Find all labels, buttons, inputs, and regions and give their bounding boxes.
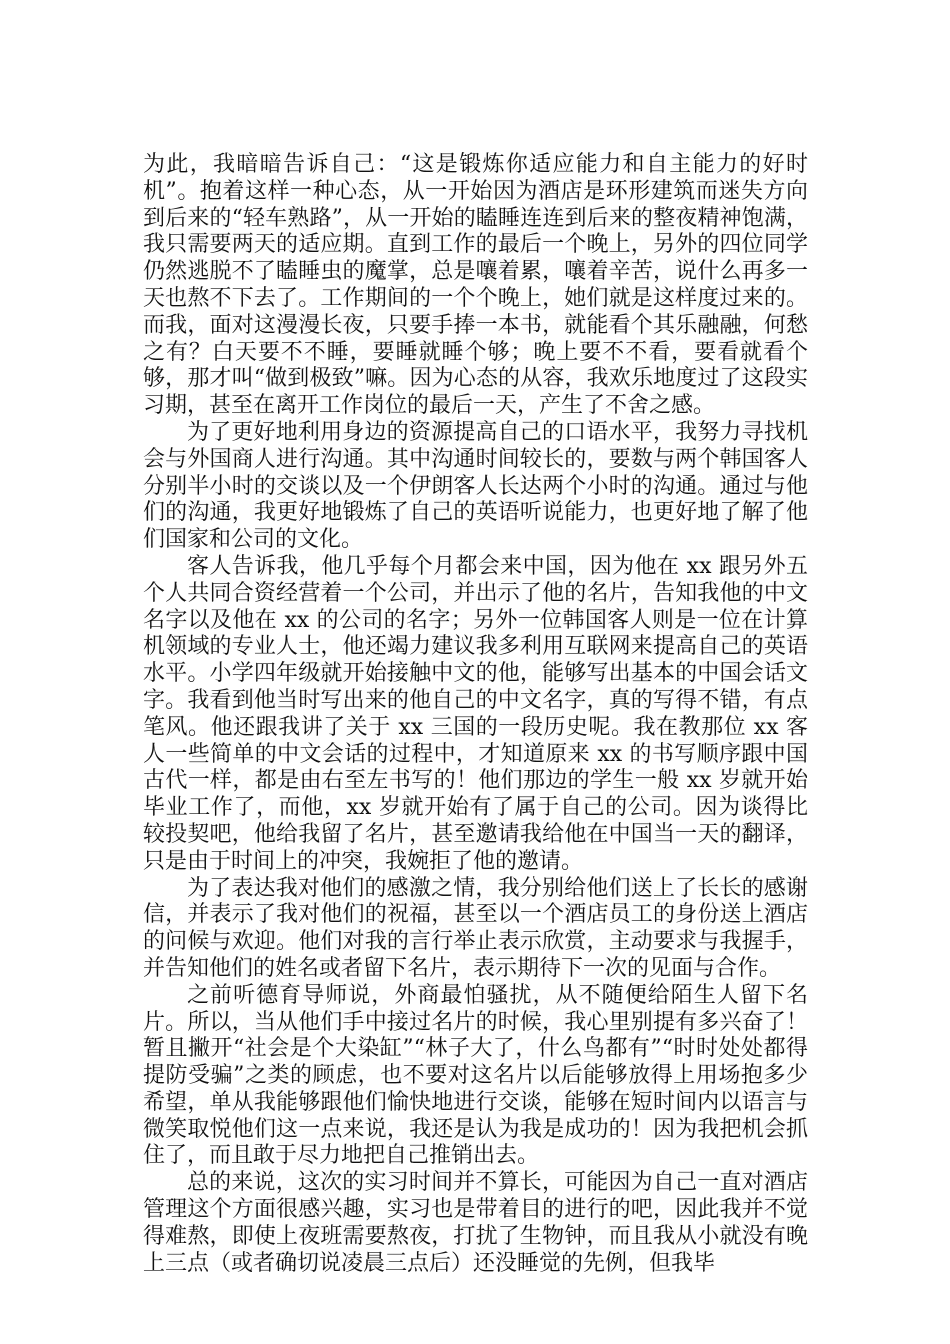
paragraph-3: 客人告诉我，他几乎每个月都会来中国，因为他在 xx 跟另外五个人共同合资经营着一个公司，并出示了他的名片，告知我他的中文名字以及他在 xx 的公司的名字；另外一位韩国客人则是一位在计算机领域的专业人士，他还竭力建议我多利用互联网来提高自己的英语水平。小学四年级就开始接触中文的他，能够写出基本的中国会话文字。我看到他当时写出来的他自己的中文名字，真的写得不错，有点笔风。他还跟我讲了关于 xx 三国的一段历史呢。我在教那位 xx 客人一些简单的中文会话的过程中，才知道原来 xx 的书写顺序跟中国古代一样，都是由右至左书写的！他们那边的学生一般 xx 岁就开始毕业工作了，而他，xx 岁就开始有了属于自己的公司。因为谈得比较投契吧，他给我留了名片，甚至邀请我给他在中国当一天的翻译，只是由于时间上的冲突，我婉拒了他的邀请。 bbox=[143, 553, 808, 874]
paragraph-2: 为了更好地利用身边的资源提高自己的口语水平，我努力寻找机会与外国商人进行沟通。其中沟通时间较长的，要数与两个韩国客人分别半小时的交谈以及一个伊朗客人长达两个小时的沟通。通过与他们的沟通，我更好地锻炼了自己的英语听说能力，也更好地了解了他们国家和公司的文化。 bbox=[143, 419, 808, 553]
body-text bbox=[143, 152, 808, 1277]
paragraph-6: 总的来说，这次的实习时间并不算长，可能因为自己一直对酒店管理这个方面很感兴趣，实习也是带着目的进行的吧，因此我并不觉得难熬，即使上夜班需要熬夜，打扰了生物钟，而且我从小就没有晚上三点（或者确切说凌晨三点后）还没睡觉的先例，但我毕 bbox=[143, 1170, 808, 1276]
paragraph-1: 为此，我暗暗告诉自己：“这是锻炼你适应能力和自主能力的好时机”。抱着这样一种心态，从一开始因为酒店是环形建筑而迷失方向到后来的“轻车熟路”，从一开始的瞌睡连连到后来的整夜精神饱满，我只需要两天的适应期。直到工作的最后一个晚上，另外的四位同学仍然逃脱不了瞌睡虫的魔掌，总是嚷着累，嚷着辛苦，说什么再多一天也熬不下去了。工作期间的一个个晚上，她们就是这样度过来的。而我，面对这漫漫长夜，只要手捧一本书，就能看个其乐融融，何愁之有？白天要不不睡，要睡就睡个够；晚上要不不看，要看就看个够，那才叫“做到极致”嘛。因为心态的从容，我欢乐地度过了这段实习期，甚至在离开工作岗位的最后一天，产生了不舍之感。 bbox=[143, 152, 808, 419]
paragraph-5: 之前听德育导师说，外商最怕骚扰，从不随便给陌生人留下名片。所以，当从他们手中接过名片的时候，我心里别提有多兴奋了！暂且撇开“社会是个大染缸”“林子大了，什么鸟都有”“时时处处都得提防受骗”之类的顾虑，也不要对这名片以后能够放得上用场抱多少希望，单从我能够跟他们愉快地进行交谈，能够在短时间内以语言与微笑取悦他们这一点来说，我还是认为我是成功的！因为我把机会抓住了，而且敢于尽力地把自己推销出去。 bbox=[143, 982, 808, 1169]
paragraph-4: 为了表达我对他们的感激之情，我分别给他们送上了长长的感谢信，并表示了我对他们的祝福，甚至以一个酒店员工的身份送上酒店的问候与欢迎。他们对我的言行举止表示欣赏，主动要求与我握手，并告知他们的姓名或者留下名片，表示期待下一次的见面与合作。 bbox=[143, 875, 808, 981]
